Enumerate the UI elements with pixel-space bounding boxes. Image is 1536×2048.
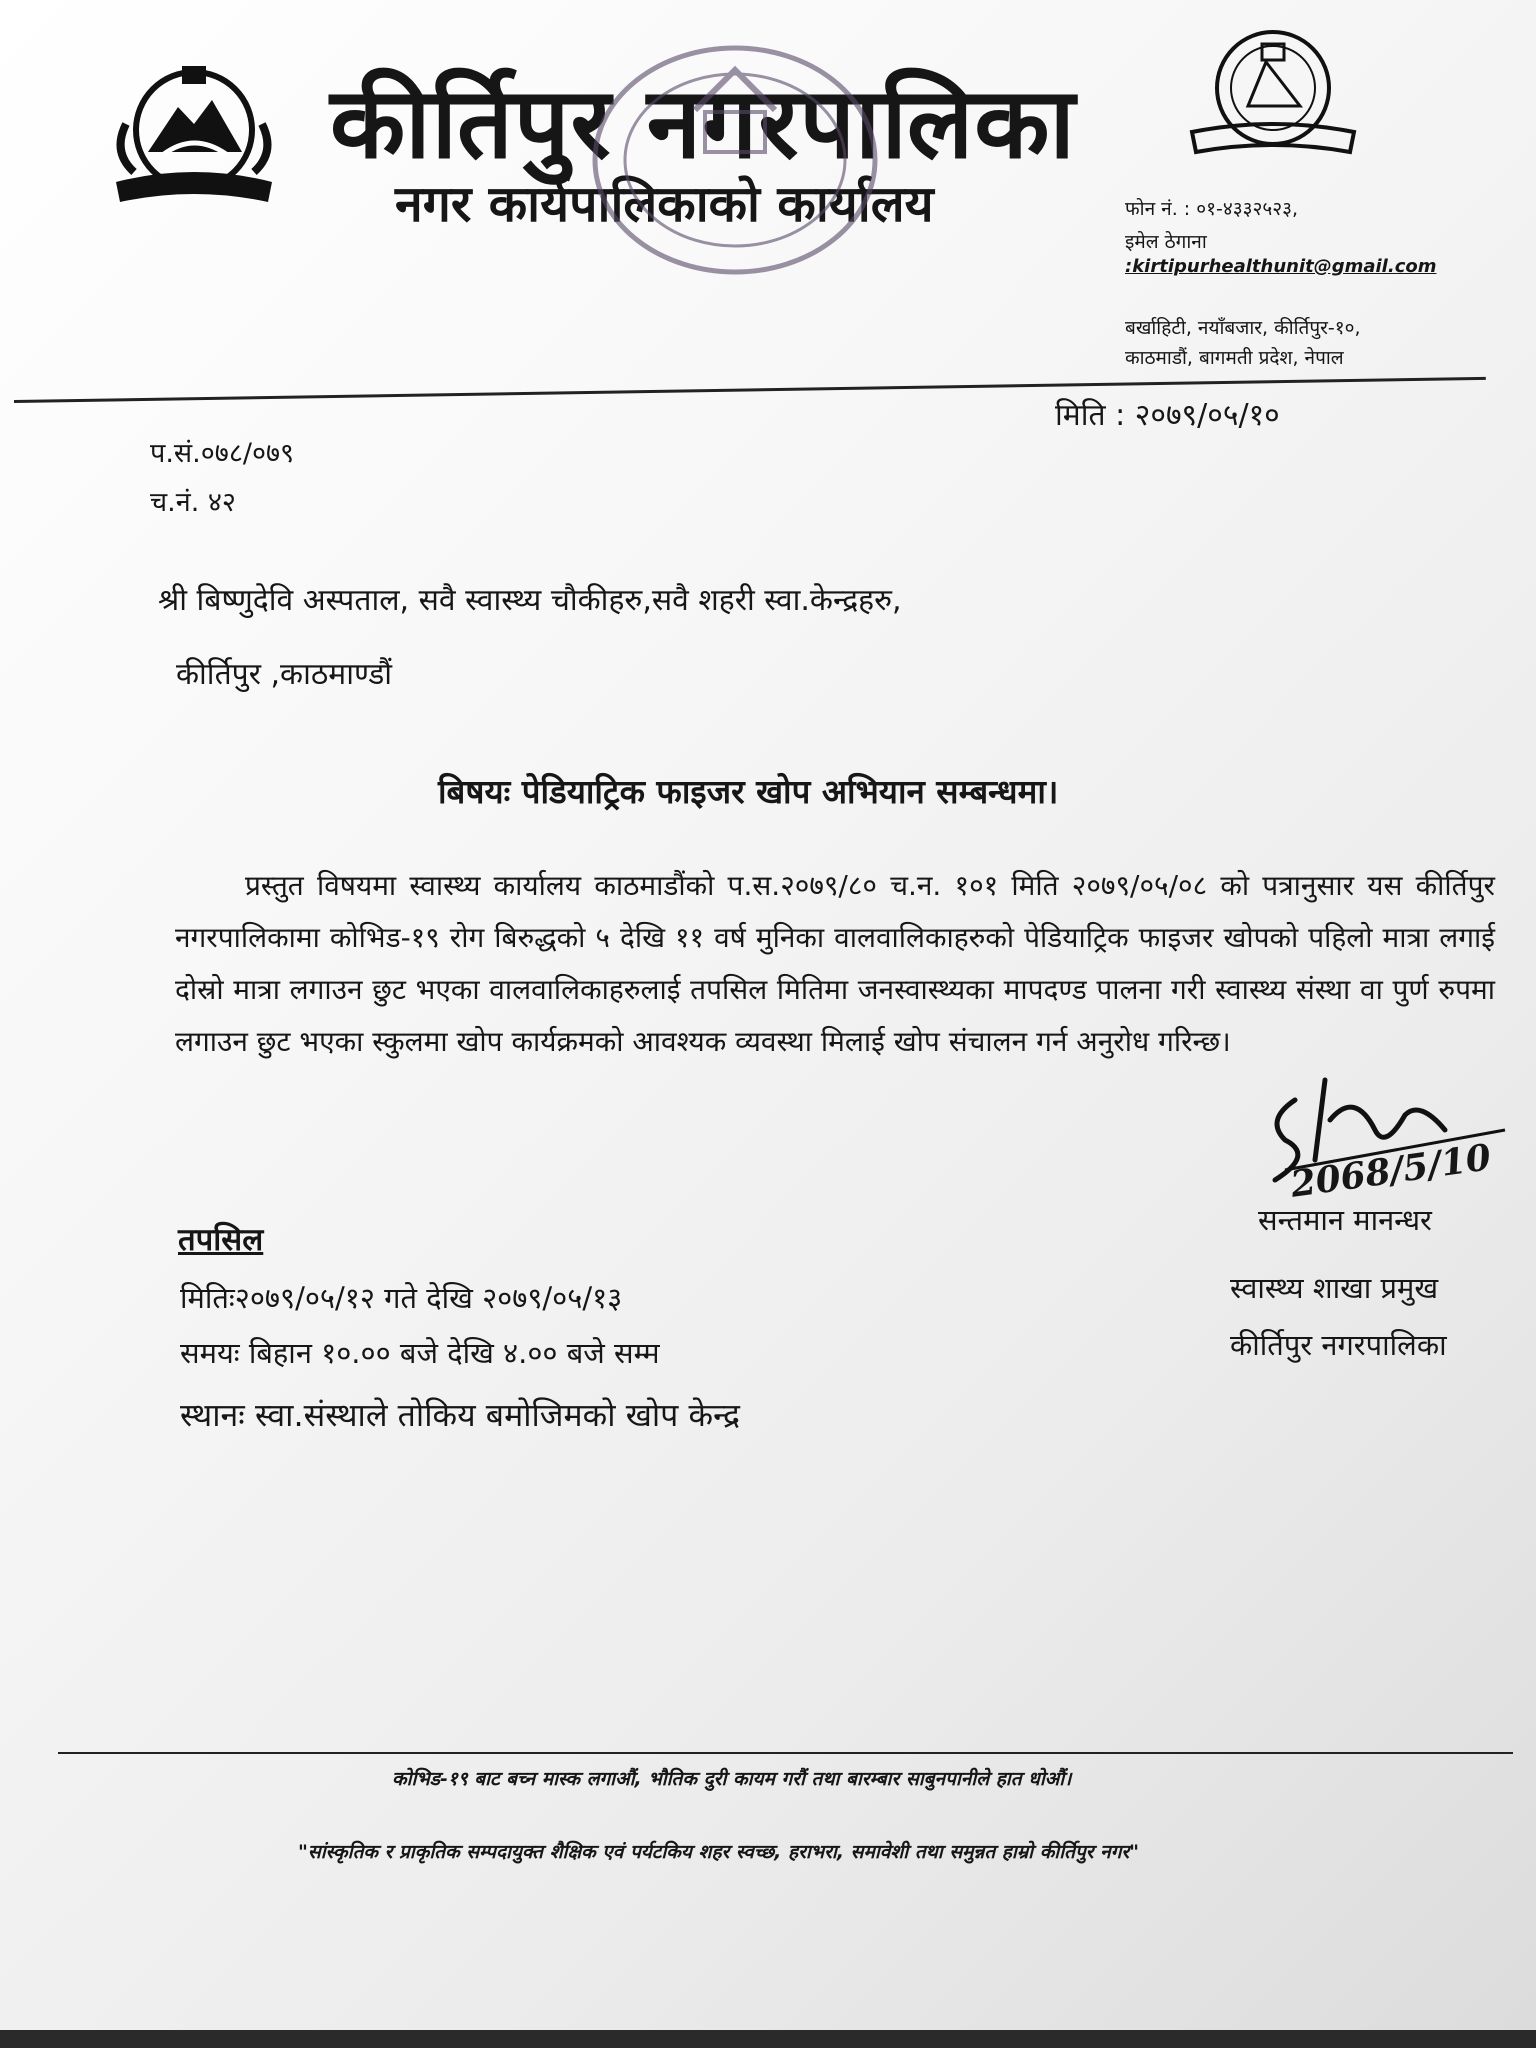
- signer-office: कीर्तिपुर नगरपालिका: [1230, 1328, 1447, 1362]
- schedule-time: समयः बिहान १०.०० बजे देखि ४.०० बजे सम्म: [180, 1336, 660, 1370]
- address-line-1: बर्खाहिटी, नयाँबजार, कीर्तिपुर-१०,: [1125, 317, 1361, 339]
- city-motto: "सांस्कृतिक र प्राकृतिक सम्पदायुक्त शैक्षिक एवं पर्यटकिय शहर स्वच्छ, हराभरा, समावेशी तथा समुन्नत हाम्रो कीर्तिपुर नगर": [298, 1841, 1140, 1863]
- schedule-place: स्थानः स्वा.संस्थाले तोकिय बमोजिमको खोप केन्द्र: [180, 1396, 740, 1434]
- email-address: :kirtipurhealthunit@gmail.com: [1125, 256, 1437, 277]
- schedule-date: मितिः२०७९/०५/१२ गते देखि २०७९/०५/१३: [180, 1281, 623, 1315]
- municipality-title: कीर्तिपुर नगरपालिका: [330, 67, 1076, 181]
- signer-name: सन्तमान मानन्धर: [1258, 1203, 1432, 1237]
- phone-number: फोन नं. : ०१-४३३२५२३,: [1125, 198, 1299, 220]
- letter-date: मिति : २०७९/०५/१०: [1055, 398, 1280, 433]
- nepal-emblem-icon: [108, 62, 280, 212]
- address-line-2: काठमाडौं, बागमती प्रदेश, नेपाल: [1125, 347, 1344, 369]
- recipient-line-2: कीर्तिपुर ,काठमाण्डौं: [176, 657, 393, 692]
- letter-body: [175, 860, 1495, 1068]
- signer-designation: स्वास्थ्य शाखा प्रमुख: [1230, 1271, 1439, 1305]
- office-stamp-icon: [590, 40, 880, 280]
- schedule-heading: तपसिल: [178, 1222, 264, 1258]
- recipient-line-1: श्री बिष्णुदेवि अस्पताल, सवै स्वास्थ्य चौकीहरु,सवै शहरी स्वा.केन्द्रहरु,: [158, 583, 902, 618]
- signature-date: 2068/5/10: [1288, 1136, 1494, 1206]
- body-text: प्रस्तुत विषयमा स्वास्थ्य कार्यालय काठमाडौंको प.स.२०७९/८० च.न. १०१ मिति २०७९/०५/०८ को पत्रानुसार यस कीर्तिपुर नगरपालिकामा कोभिड-१९ रोग बिरुद्धको ५ देखि ११ वर्ष मुनिका वालवालिकाहरुको पेडियाट्रिक फाइजर खोपको पहिलो मात्रा लगाई दोस्रो मात्रा लगाउन छुट भएका वालवालिकाहरुलाई तपसिल मितिमा जनस्वास्थ्यका मापदण्ड पालना गरी स्वास्थ्य संस्था वा पुर्ण रुपमा लगाउन छुट भएका स्कुलमा खोप कार्यक्रमको आवश्यक व्यवस्था मिलाई खोप संचालन गर्न अनुरोध गरिन्छ।: [175, 869, 1495, 1058]
- municipality-logo-icon: [1188, 22, 1358, 164]
- footer-divider: [58, 1752, 1513, 1754]
- dispatch-number: च.नं. ४२: [150, 487, 236, 518]
- office-subtitle: नगर कार्यपालिकाको कार्यालय: [395, 175, 934, 233]
- covid-slogan: कोभिड-१९ बाट बच्न मास्क लगाऔं, भौतिक दुरी कायम गरौं तथा बारम्बार साबुनपानीले हात धोऔं।: [392, 1768, 1072, 1790]
- reference-number: प.सं.०७८/०७९: [150, 438, 295, 469]
- letter-subject: बिषयः पेडियाट्रिक फाइजर खोप अभियान सम्बन्धमा।: [438, 772, 1059, 811]
- email-label: इमेल ठेगाना: [1125, 231, 1207, 253]
